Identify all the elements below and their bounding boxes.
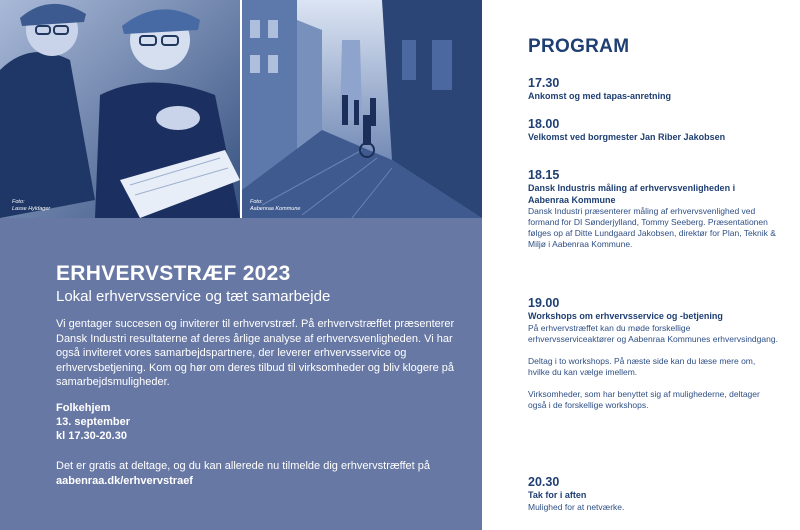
program-description: Deltag i to workshops. På næste side kan du læse mere om, hvilke du kan vælge imellem. <box>528 355 756 377</box>
program-heading: Ankomst og med tapas-anretning <box>528 91 672 101</box>
program-item <box>528 76 778 103</box>
program-time: 17.30 <box>528 76 560 90</box>
program-description: Dansk Industri præsenterer måling af erhvervsvenlighed ved formand for DI Sønderjylland, Tommy Seeberg. Præsentationen følges op af Ditte Lundgaard Jakobsen, direktør for Plan, Teknik & Miljø i Aabenraa Kommune. <box>528 206 776 249</box>
street-photo <box>242 0 482 218</box>
program-item <box>528 475 778 513</box>
program-heading: Workshops om erhvervsservice og -betjening <box>528 311 723 321</box>
signup-text: Det er gratis at deltage, og du kan allerede nu tilmelde dig erhvervstræffet på aabenraa.dk/erhvervstraef <box>56 460 431 487</box>
program-heading: Velkomst ved borgmester Jan Riber Jakobsen <box>528 132 726 142</box>
event-date: 13. september <box>56 416 130 428</box>
program-time: 18.00 <box>528 117 560 131</box>
event-time: kl 17.30-20.30 <box>56 430 127 442</box>
program-description: Mulighed for at netværke. <box>528 501 625 512</box>
event-details <box>56 401 130 443</box>
photo-credit-left: Foto: Lasse Hyldager <box>12 199 51 212</box>
program-column <box>482 0 800 530</box>
program-heading: Dansk Industris måling af erhvervsvenligheden i Aabenraa Kommune <box>528 183 736 205</box>
program-time: 20.30 <box>528 475 560 489</box>
program-description: På erhvervstræffet kan du møde forskellige erhvervsserviceaktører og Aabenraa Kommunes erhvervsindgang. <box>528 322 778 344</box>
photo-strip <box>0 0 482 218</box>
photo-credit-right: Foto: Aabenraa Kommune <box>250 199 301 212</box>
program-item <box>528 168 778 250</box>
event-intro: Vi gentager succesen og inviterer til erhvervstræf. På erhvervstræffet præsenterer Dansk Industri resultaterne af deres årlige analyse af erhvervsvenligheden. Vi har også inviteret vores samarbejdspartnere, der leverer erhvervsservice og erhvervsbetjening. Kom og hør om deres tilbud til virksomheder og bliv klogere på samarbejdsmuligheder. <box>56 318 455 388</box>
event-title: ERHVERVSTRÆF 2023 <box>56 262 291 285</box>
program-time: 18.15 <box>528 168 560 182</box>
program-item <box>528 296 778 411</box>
program-title: PROGRAM <box>528 36 630 57</box>
workers-photo <box>0 0 240 218</box>
program-description: Virksomheder, som har benyttet sig af mulighederne, deltager også i de forskellige workshops. <box>528 388 760 410</box>
program-heading: Tak for i aften <box>528 490 587 500</box>
program-item <box>528 117 778 144</box>
event-venue: Folkehjem <box>56 402 111 414</box>
event-subtitle: Lokal erhvervsservice og tæt samarbejde <box>56 288 331 305</box>
program-time: 19.00 <box>528 296 560 310</box>
signup-link[interactable]: aabenraa.dk/erhvervstraef <box>56 474 193 487</box>
